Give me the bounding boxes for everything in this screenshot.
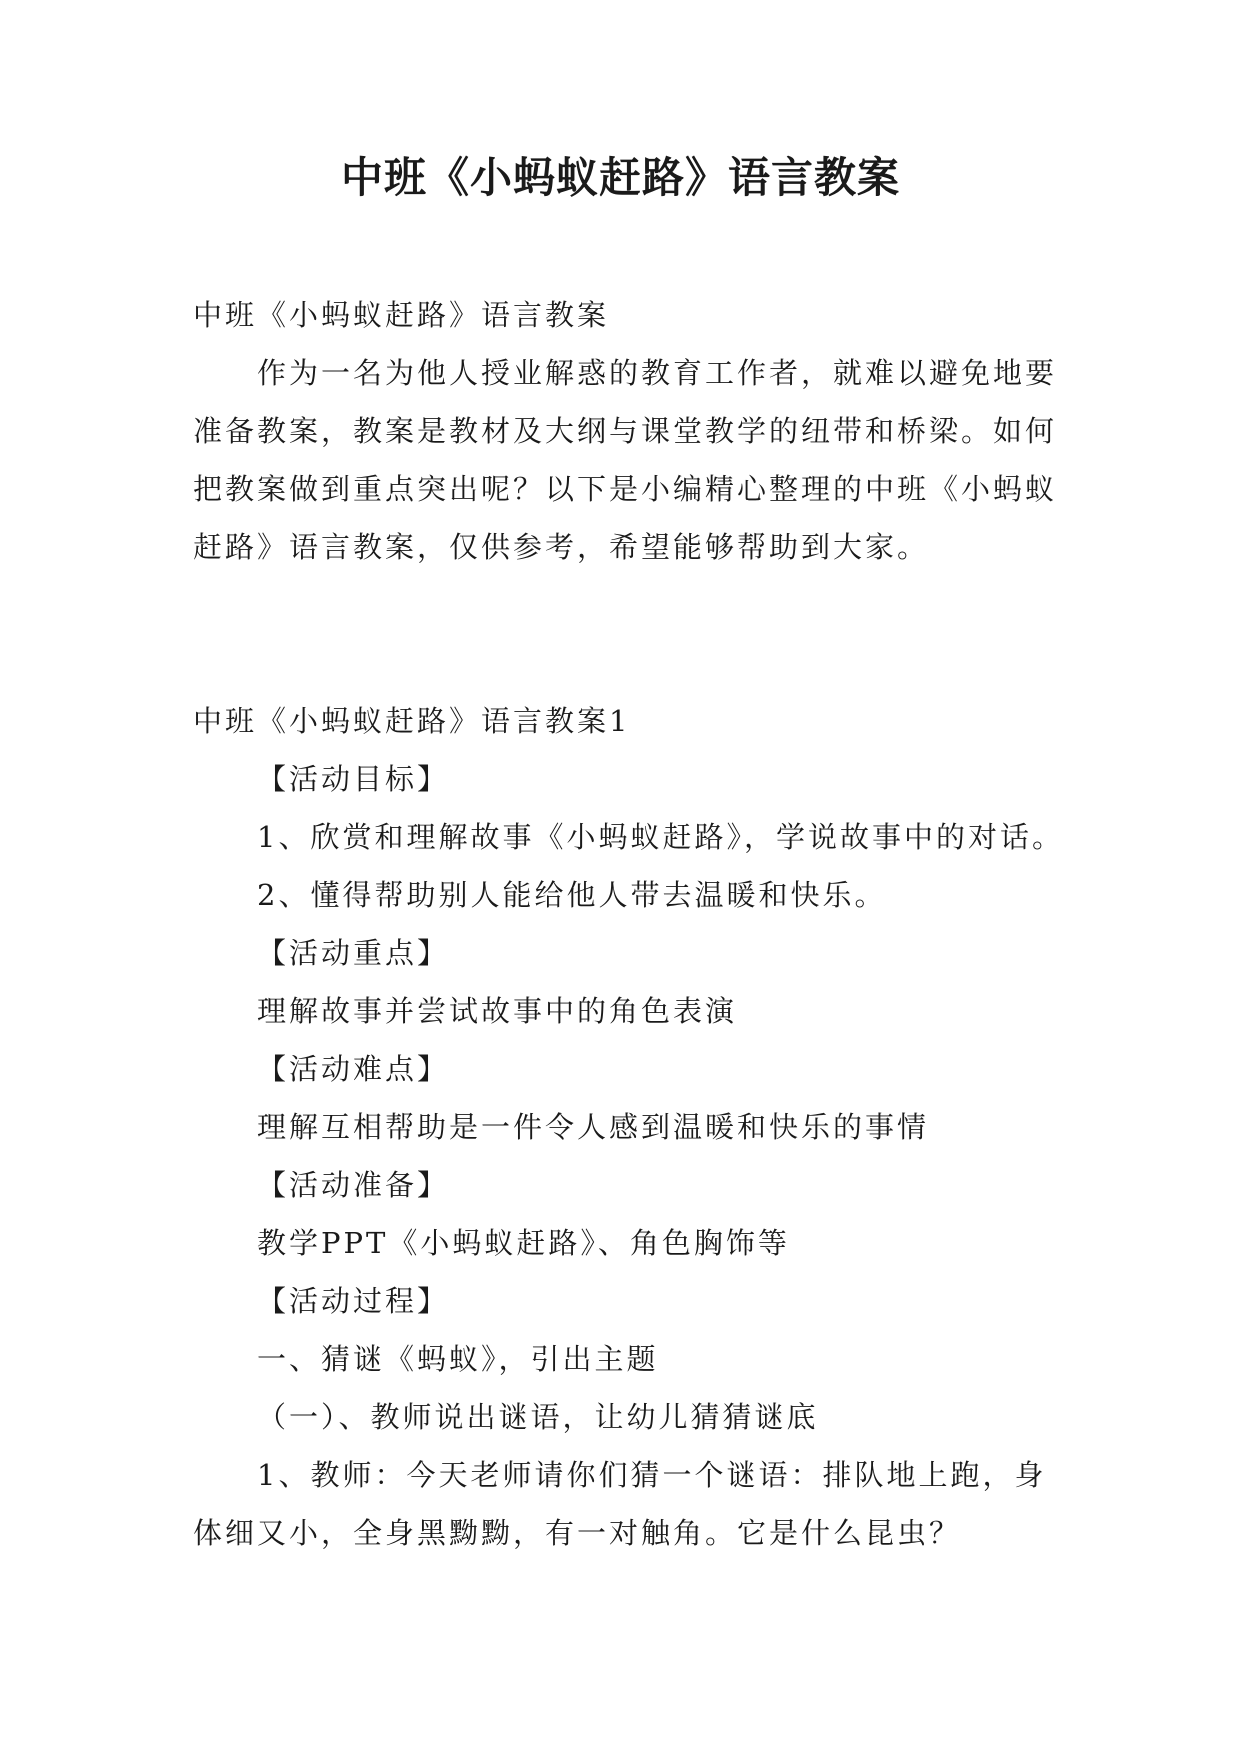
document-title: 中班《小蚂蚁赶路》语言教案 bbox=[340, 153, 900, 202]
document-heading: 中班《小蚂蚁赶路》语言教案 bbox=[193, 298, 610, 332]
goal-item-1: 1、欣赏和理解故事《小蚂蚁赶路》，学说故事中的对话。 bbox=[257, 820, 1064, 854]
goal-heading: 【活动目标】 bbox=[257, 762, 450, 796]
document-body bbox=[193, 286, 1073, 1562]
difficulty-heading: 【活动难点】 bbox=[257, 1052, 450, 1086]
goal-item-2: 2、懂得帮助别人能给他人带去温暖和快乐。 bbox=[257, 878, 887, 912]
focus-heading: 【活动重点】 bbox=[257, 936, 450, 970]
difficulty-text: 理解互相帮助是一件令人感到温暖和快乐的事情 bbox=[257, 1110, 930, 1144]
intro-paragraph: 作为一名为他人授业解惑的教育工作者，就难以避免地要准备教案，教案是教材及大纲与课堂教学的纽带和桥梁。如何把教案做到重点突出呢？以下是小编精心整理的中班《小蚂蚁赶路》语言教案，仅供参考，希望能够帮助到大家。 bbox=[193, 356, 1058, 564]
prep-heading: 【活动准备】 bbox=[257, 1168, 450, 1202]
section-title: 中班《小蚂蚁赶路》语言教案1 bbox=[193, 704, 631, 738]
step-1-sub: （一）、教师说出谜语，让幼儿猜猜谜底 bbox=[257, 1400, 819, 1434]
step-1: 一、猜谜《蚂蚁》，引出主题 bbox=[257, 1342, 659, 1376]
prep-text: 教学PPT《小蚂蚁赶路》、角色胸饰等 bbox=[257, 1226, 790, 1260]
process-heading: 【活动过程】 bbox=[257, 1284, 450, 1318]
focus-text: 理解故事并尝试故事中的角色表演 bbox=[257, 994, 738, 1028]
section-spacer bbox=[193, 576, 1073, 692]
riddle-paragraph: 1、教师：今天老师请你们猜一个谜语：排队地上跑，身体细又小，全身黑黝黝，有一对触角。它是什么昆虫？ bbox=[193, 1458, 1047, 1550]
